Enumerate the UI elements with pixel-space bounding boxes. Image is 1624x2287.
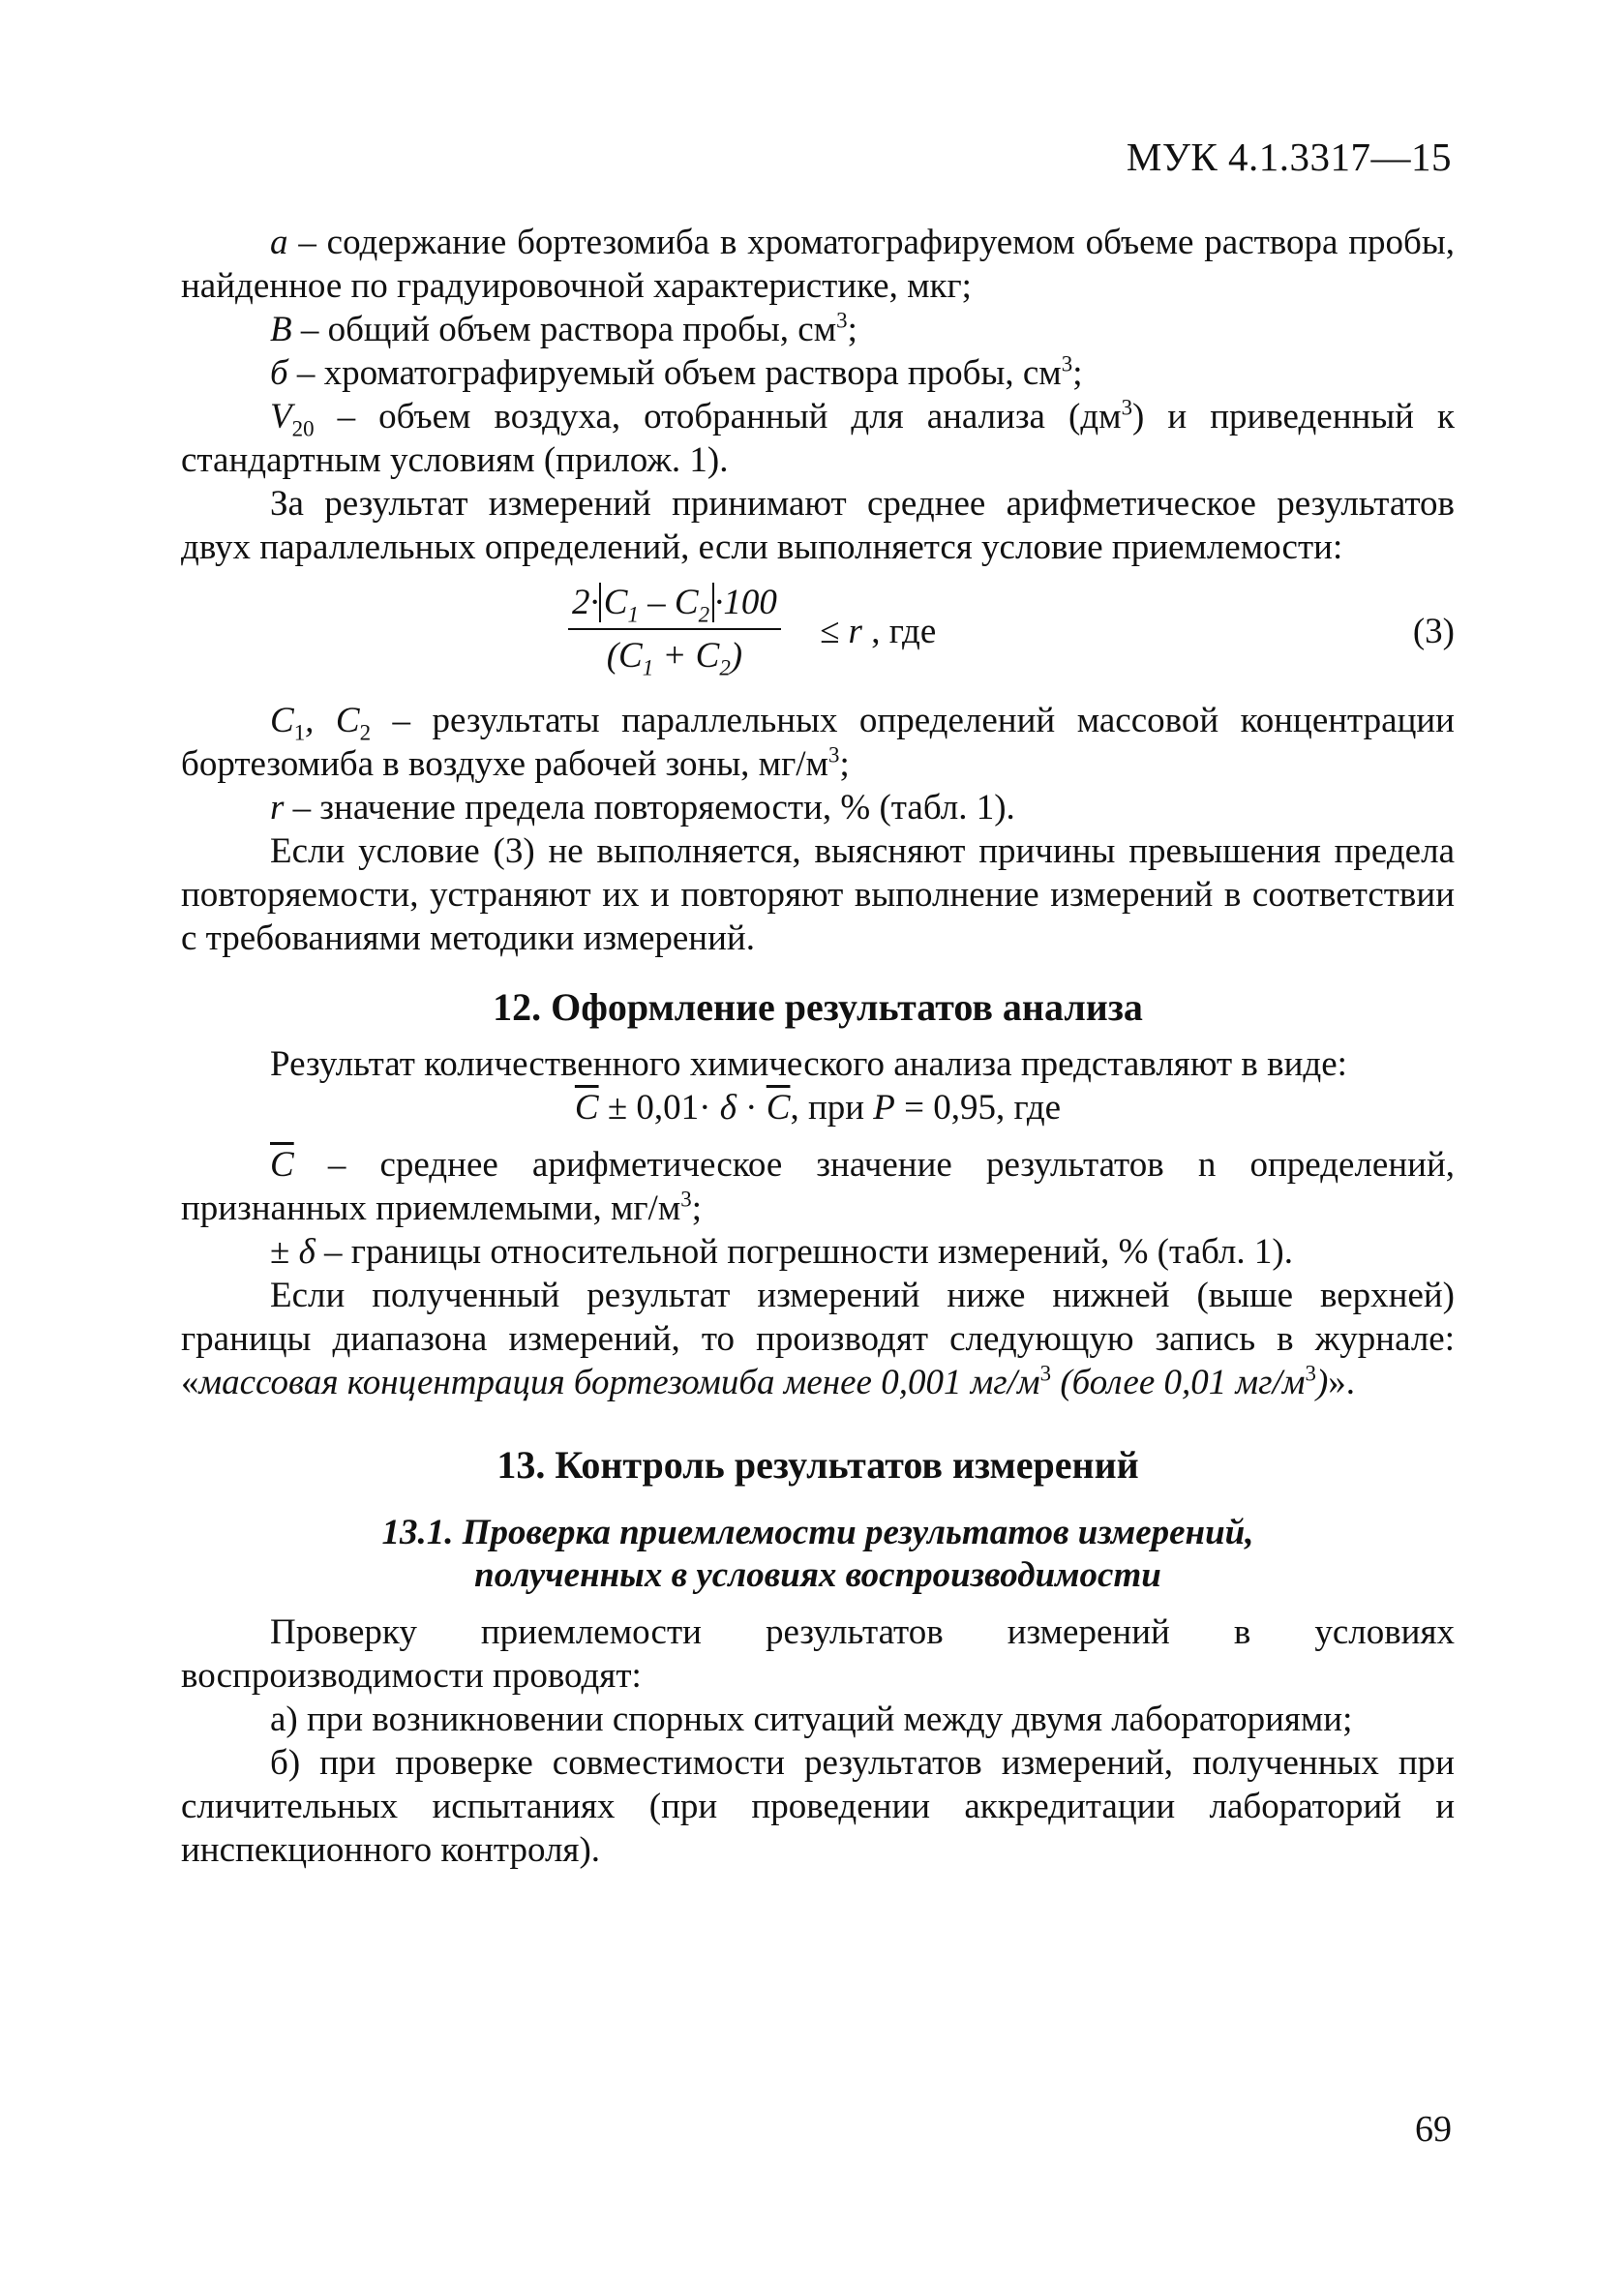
page-number: 69: [1415, 2109, 1452, 2150]
section-13-para1: Проверку приемлемости результатов измерений в условиях воспроизводимости проводят:: [181, 1612, 1455, 1696]
section-13-item-b: б) при проверке совместимости результатов измерений, полученных при сличительных испытаниях (при проведении аккредитации лабораторий и инспекционного контроля).: [181, 1743, 1455, 1870]
condition-paragraph: Если условие (3) не выполняется, выясняют причины превышения предела повторяемости, устраняют их и повторяют выполнение измерений в соответствии с требованиями методики измерений.: [181, 831, 1455, 958]
formula-3-number: (3): [1412, 612, 1455, 651]
acceptability-paragraph: За результат измерений принимают среднее арифметическое результатов двух параллельных определений, если выполняется условие приемлемости:: [181, 484, 1455, 567]
definition-c-mean: $\overline{C}$ – среднее арифметическое значение результатов n определений, признанных приемлемыми, $мг/м^3$;: [181, 1145, 1455, 1228]
formula-3-fraction: [568, 581, 781, 680]
definition-c1-c2: $C_1$, $C_2$ – результаты параллельных определений массовой концентрации бортезомиба в воздухе рабочей зоны, $мг/м^3$;: [181, 701, 1455, 784]
formula-3-condition: ≤ r , где: [820, 612, 937, 651]
section-13-1-subtitle-line2: полученных в условиях воспроизводимости: [474, 1555, 1161, 1595]
section-12-lead: Результат количественного химического анализа представляют в виде:: [270, 1044, 1347, 1084]
definition-v20: $V_{20}$ – объем воздуха, отобранный для анализа $(дм^3)$ и приведенный к стандартным условиям (прилож. 1).: [181, 395, 1455, 480]
section-12-formula: $\overline{C} \pm 0,01\cdot \delta \cdot \overline{C}$, при P = 0,95, где: [574, 1088, 1062, 1128]
formula-3-denominator: $(C_1 + C_2)$: [606, 636, 743, 680]
definition-b-total-volume: В – общий объем раствора пробы, $см^3$;: [270, 308, 857, 349]
definition-delta: ± δ – границы относительной погрешности измерений, % (табл. 1).: [270, 1232, 1293, 1272]
range-paragraph: Если полученный результат измерений ниже нижней (выше верхней) границы диапазона измерений, то производят следующую запись в журнале: «массовая концентрация бортезомиба менее 0,001 $мг/м^3$ (более 0,01 $мг/м^3$)».: [181, 1276, 1455, 1402]
section-13-title: 13. Контроль результатов измерений: [496, 1443, 1139, 1487]
definition-a: а – содержание бортезомиба в хроматографируемом объеме раствора пробы, найденное по градуировочной характеристике, мкг;: [181, 223, 1455, 306]
section-13-1-subtitle-line1: 13.1. Проверка приемлемости результатов измерений,: [381, 1513, 1254, 1552]
section-13-item-a: а) при возникновении спорных ситуаций между двумя лабораториями;: [270, 1700, 1353, 1739]
formula-3: [181, 575, 1455, 691]
body-text: [181, 221, 1455, 1872]
formula-3-numerator: $2\cdot C_1 - C_2 \cdot 100$: [568, 581, 781, 630]
definition-r: r – значение предела повторяемости, % (табл. 1).: [270, 788, 1015, 828]
document-code-header: МУК 4.1.3317—15: [1126, 135, 1452, 179]
definition-b-chromatographed-volume: б – хроматографируемый объем раствора пробы, $см^3$;: [270, 351, 1083, 393]
section-12-title: 12. Оформление результатов анализа: [493, 985, 1143, 1029]
